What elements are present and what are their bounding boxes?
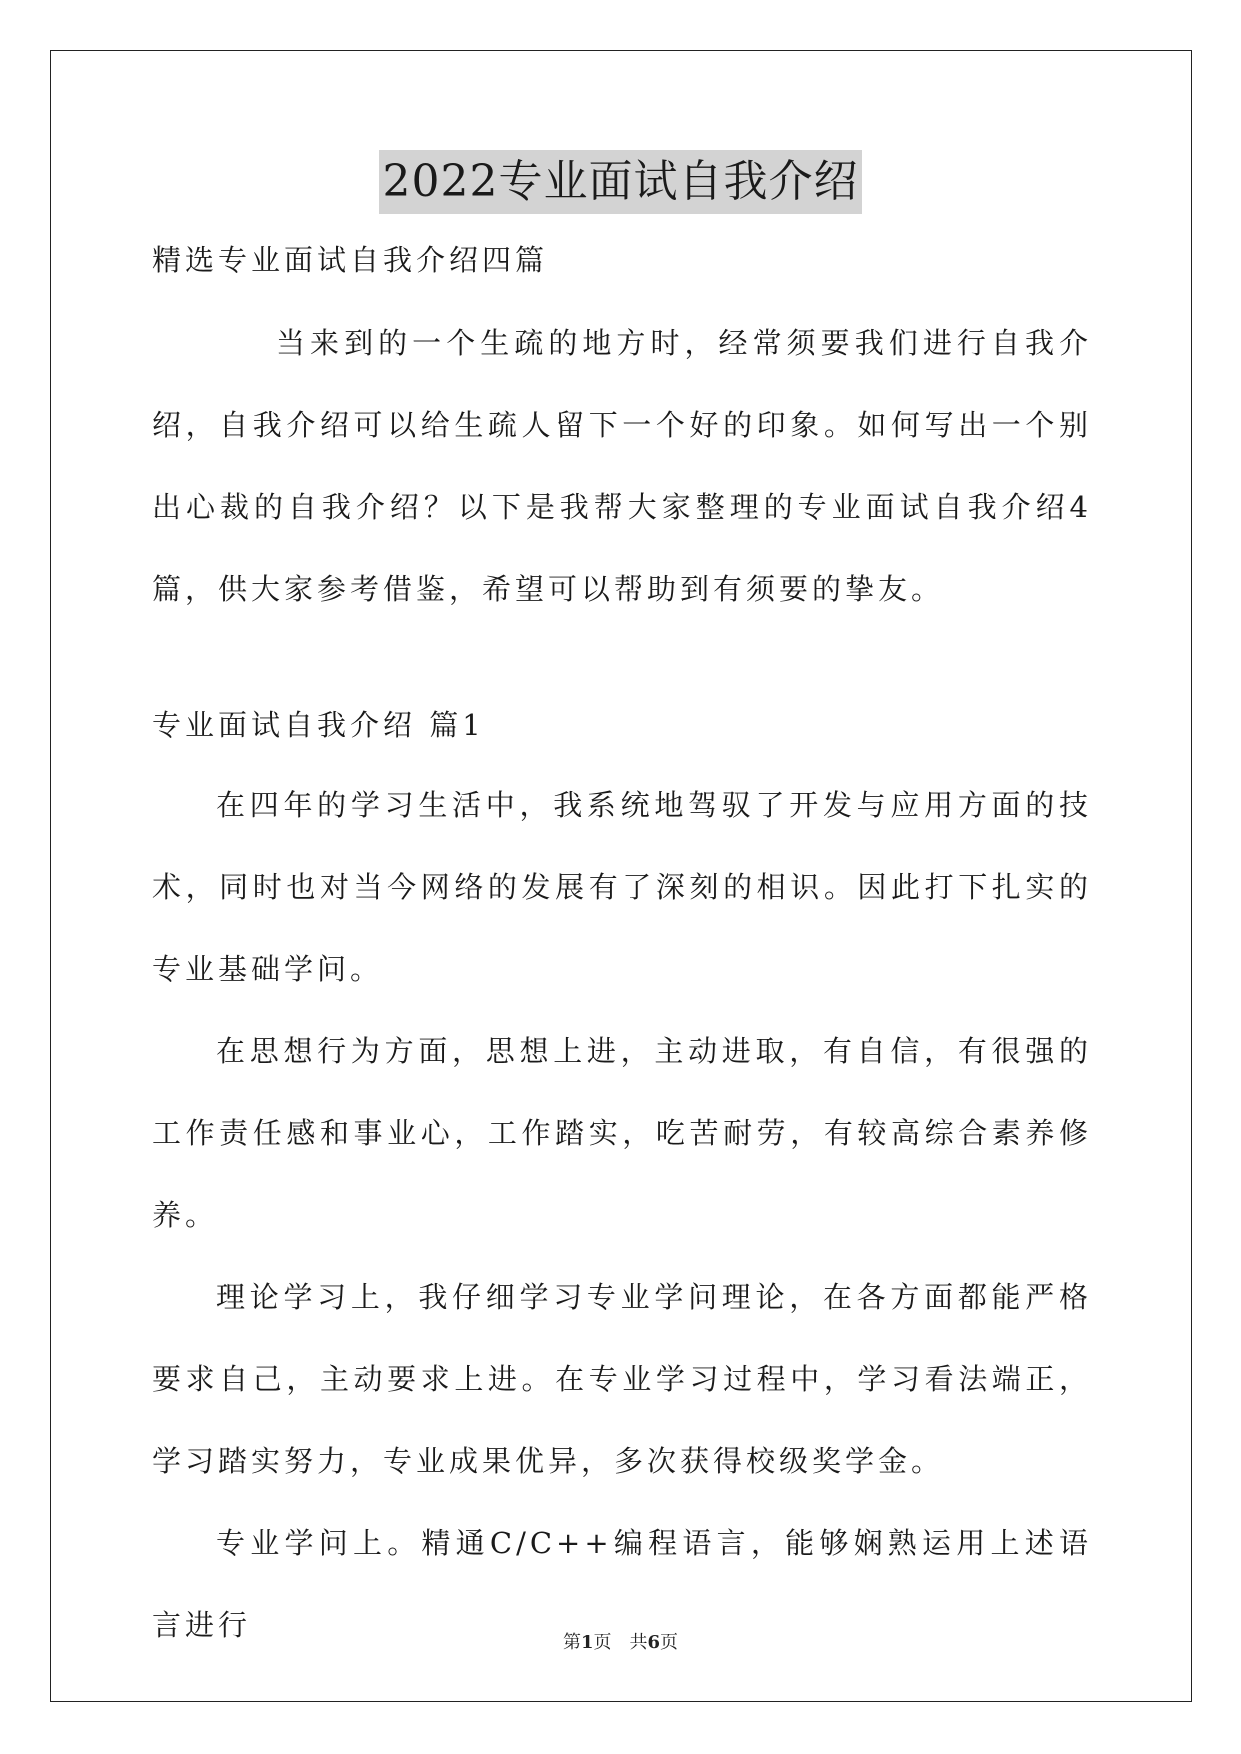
section-heading: 专业面试自我介绍 篇1 (152, 708, 485, 742)
body-paragraph-1: 在四年的学习生活中，我系统地驾驭了开发与应用方面的技术，同时也对当今网络的发展有了深刻的相识。因此打下扎实的专业基础学问。 (152, 788, 1092, 986)
document-subtitle: 精选专业面试自我介绍四篇 (152, 243, 549, 277)
footer-suffix: 页 (660, 1632, 679, 1653)
footer-prefix: 第 (562, 1632, 581, 1653)
footer-current-page: 1 (580, 1632, 594, 1653)
page-footer (0, 1628, 1241, 1654)
title-container (0, 150, 1241, 214)
document-title: 2022专业面试自我介绍 (379, 150, 863, 214)
body-paragraph-4: 专业学问上。精通C/C++编程语言，能够娴熟运用上述语言进行 (152, 1526, 1092, 1642)
document-body (152, 232, 1092, 1666)
body-paragraph-3: 理论学习上，我仔细学习专业学问理论，在各方面都能严格要求自己，主动要求上进。在专业学习过程中，学习看法端正，学习踏实努力，专业成果优异，多次获得校级奖学金。 (152, 1280, 1092, 1478)
footer-total-pages: 6 (647, 1632, 661, 1653)
footer-mid: 页 共 (593, 1632, 648, 1653)
body-paragraph-2: 在思想行为方面，思想上进，主动进取，有自信，有很强的工作责任感和事业心，工作踏实，吃苦耐劳，有较高综合素养修养。 (152, 1034, 1092, 1232)
intro-paragraph: 当来到的一个生疏的地方时，经常须要我们进行自我介绍，自我介绍可以给生疏人留下一个好的印象。如何写出一个别出心裁的自我介绍？以下是我帮大家整理的专业面试自我介绍4篇，供大家参考借鉴，希望可以帮助到有须要的挚友。 (152, 326, 1092, 606)
